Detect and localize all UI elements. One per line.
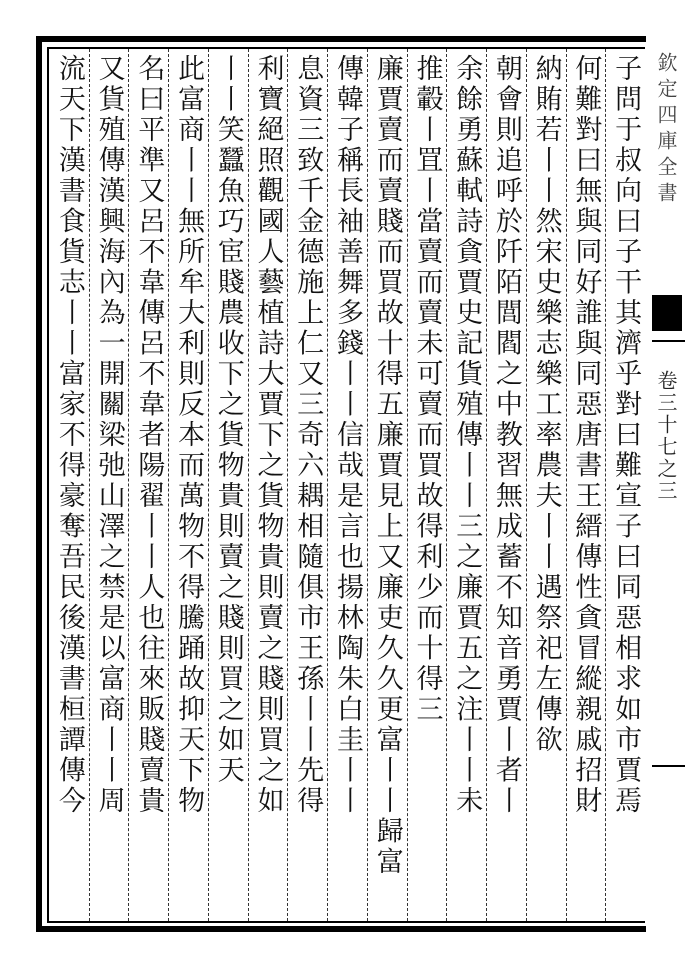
margin-rule-top — [652, 340, 685, 342]
text-column — [47, 54, 91, 916]
text-column — [87, 54, 131, 916]
text-column — [126, 54, 170, 916]
text-column — [246, 54, 290, 916]
column-text: 朝會則追呼於阡陌閭閻之中教習無成蓄不知音勇賈丨者丨 — [490, 54, 522, 817]
text-column — [206, 54, 250, 916]
text-column — [325, 54, 369, 916]
text-column — [563, 54, 607, 916]
text-column — [365, 54, 409, 916]
column-text: 流天下漢書食貨志丨丨富家不得豪奪吾民後漢書桓譚傳今 — [53, 54, 85, 817]
text-column — [524, 54, 568, 916]
margin-rule-bottom — [652, 765, 685, 767]
text-column — [484, 54, 528, 916]
text-column — [285, 54, 329, 916]
text-column — [166, 54, 210, 916]
column-text: 廉賈賣而賣賤而買故十得五廉賈見上又廉吏久久更富丨丨歸富 — [371, 54, 403, 878]
column-text: 余餘勇蘇軾詩貪賈史記貨殖傳丨丨三之廉賈五之注丨丨未 — [451, 54, 483, 817]
text-column — [404, 54, 448, 916]
column-text: 利寶絕照觀國人藝植詩大賈下之貨物貴則賣之賤則買之如 — [252, 54, 284, 817]
column-text: 何難對曰無與同好誰與同惡唐書王縉傳性貪冒縱親戚招財 — [570, 54, 602, 817]
margin-volume-label: 卷三十七之三 — [654, 370, 678, 502]
margin-book-title: 欽定四庫全書 — [654, 52, 678, 208]
text-column — [444, 54, 488, 916]
column-text: 推轂丨罝丨當賣而賣未可賣而買故得利少而十得三 — [411, 54, 443, 725]
column-text: 子問于叔向曰子干其濟乎對曰難宣子曰同惡相求如市賈焉 — [610, 54, 642, 817]
column-text: 此富商丨丨無所牟大利則反本而萬物不得騰踊故抑天下物 — [173, 54, 205, 817]
text-column — [603, 54, 647, 916]
column-text: 丨丨笑蠶魚巧宦賤農收下之貨物貴則賣之賤則買之如天 — [212, 54, 244, 786]
column-text: 息資三致千金德施上仁又三奇六耦相隨俱市王孫丨丨先得 — [292, 54, 324, 817]
column-text: 又貨殖傳漢興海內為一開關梁弛山澤之禁是以富商丨丨周 — [93, 54, 125, 817]
column-text: 納賄若丨丨然宋史樂志樂工率農夫丨丨遇祭祀左傳欲 — [530, 54, 562, 756]
column-text: 名曰平準又呂不韋傳呂不韋者陽翟丨丨人也往來販賤賣貴 — [133, 54, 165, 817]
fishtail-mark — [652, 295, 682, 331]
column-text: 傳韓子稱長袖善舞多錢丨丨信哉是言也揚林陶朱白圭丨丨 — [332, 54, 363, 817]
